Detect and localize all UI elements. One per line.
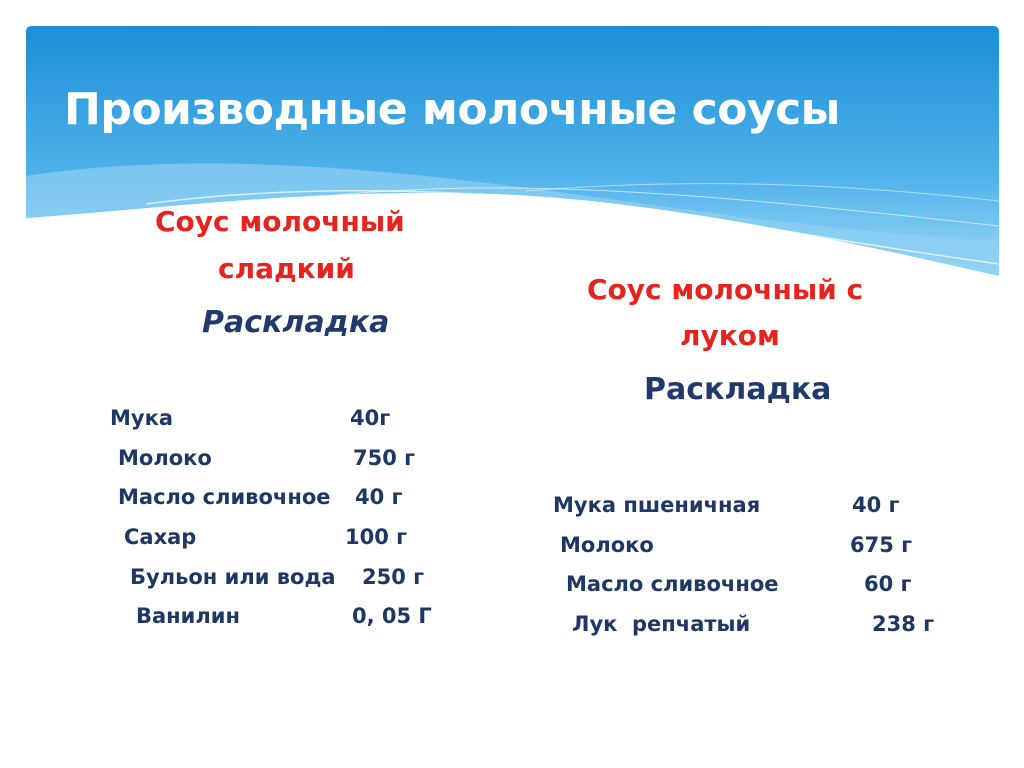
left-heading-line2: сладкий xyxy=(218,252,355,285)
left-item-name: Ванилин xyxy=(136,604,241,628)
left-item-amount: 750 г xyxy=(353,446,416,470)
right-item-amount: 60 г xyxy=(864,572,912,596)
left-item-name: Масло сливочное xyxy=(118,485,331,509)
left-item-amount: 0, 05 Г xyxy=(352,604,432,628)
right-item-amount: 40 г xyxy=(852,493,900,517)
right-subheading: Раскладка xyxy=(644,372,832,407)
left-item-amount: 250 г xyxy=(362,565,425,589)
left-heading-line1: Соус молочный xyxy=(155,205,405,238)
right-item-name: Масло сливочное xyxy=(566,572,779,596)
right-item-name: Лук репчатый xyxy=(572,612,751,636)
left-item-amount: 40г xyxy=(350,406,391,430)
slide-title: Производные молочные соусы xyxy=(64,84,840,135)
left-item-amount: 40 г xyxy=(355,485,403,509)
left-item-amount: 100 г xyxy=(345,525,408,549)
right-heading-line2: луком xyxy=(680,319,780,352)
left-subheading: Раскладка xyxy=(202,305,390,340)
right-item-amount: 675 г xyxy=(850,533,913,557)
right-item-name: Мука пшеничная xyxy=(553,493,761,517)
left-item-name: Молоко xyxy=(118,446,212,470)
right-heading-line1: Соус молочный с xyxy=(587,273,864,306)
right-item-name: Молоко xyxy=(560,533,654,557)
right-item-amount: 238 г xyxy=(872,612,935,636)
left-item-name: Мука xyxy=(110,406,174,430)
left-item-name: Бульон или вода xyxy=(130,565,336,589)
left-item-name: Сахар xyxy=(124,525,197,549)
